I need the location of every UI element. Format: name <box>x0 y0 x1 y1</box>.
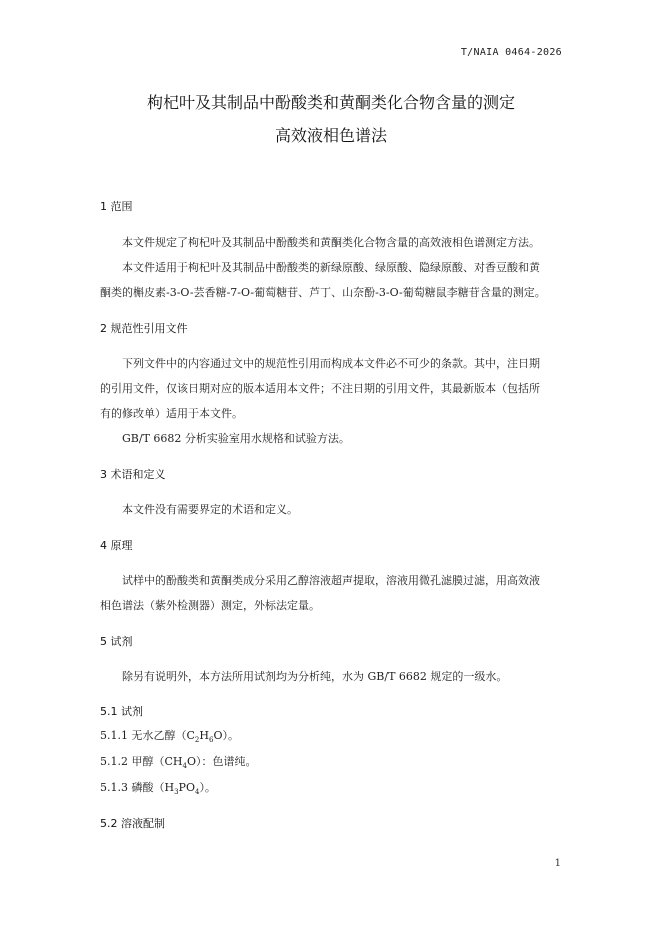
paragraph: 本文件适用于枸杞叶及其制品中酚酸类的新绿原酸、绿原酸、隐绿原酸、对香豆酸和黄 <box>122 261 540 274</box>
section-heading-reagents: 5 试剂 <box>100 635 133 648</box>
section-heading-terms: 3 术语和定义 <box>100 468 166 481</box>
paragraph: 酮类的槲皮素-3-O-芸香糖-7-O-葡萄糖苷、芦丁、山奈酚-3-O-葡萄糖鼠李糖苷含量的测定。 <box>100 286 546 299</box>
reagent-item-ethanol: 5.1.1 无水乙醇$(C_2H_6O)$。 <box>100 729 239 745</box>
reagent-item-methanol: 5.1.2 甲醇$(CH_4O)$：色谱纯。 <box>100 755 257 771</box>
paragraph: 试样中的酚酸类和黄酮类成分采用乙醇溶液超声提取，溶液用微孔滤膜过滤，用高效液 <box>122 574 540 587</box>
paragraph: GB/T 6682 分析实验室用水规格和试验方法。 <box>122 432 350 445</box>
reagent-item-phosphoric-acid: 5.1.3 磷酸$(H_3PO_4)$。 <box>100 781 216 797</box>
paragraph: 下列文件中的内容通过文中的规范性引用而构成本文件必不可少的条款。其中，注日期 <box>122 357 540 370</box>
paragraph: 本文件规定了枸杞叶及其制品中酚酸类和黄酮类化合物含量的高效液相色谱测定方法。 <box>122 236 540 249</box>
subsection-heading-solution-preparation: 5.2 溶液配制 <box>100 817 165 830</box>
document-title: 枸杞叶及其制品中酚酸类和黄酮类化合物含量的测定 <box>146 93 515 112</box>
section-heading-principle: 4 原理 <box>100 539 133 552</box>
section-heading-scope: 1 范围 <box>100 200 133 213</box>
document-subtitle: 高效液相色谱法 <box>274 126 387 145</box>
paragraph: 除另有说明外，本方法所用试剂均为分析纯，水为 GB/T 6682 规定的一级水。 <box>122 670 508 683</box>
paragraph: 有的修改单）适用于本文件。 <box>100 407 243 420</box>
page-number: 1 <box>554 858 561 869</box>
paragraph: 本文件没有需要界定的术语和定义。 <box>122 503 298 516</box>
standard-code: T/NAIA 0464-2026 <box>460 47 562 58</box>
section-heading-normative-references: 2 规范性引用文件 <box>100 322 188 335</box>
subsection-heading-reagents: 5.1 试剂 <box>100 705 143 718</box>
paragraph: 的引用文件，仅该日期对应的版本适用本文件；不注日期的引用文件，其最新版本（包括所 <box>100 382 540 395</box>
paragraph: 相色谱法（紫外检测器）测定，外标法定量。 <box>100 599 320 612</box>
